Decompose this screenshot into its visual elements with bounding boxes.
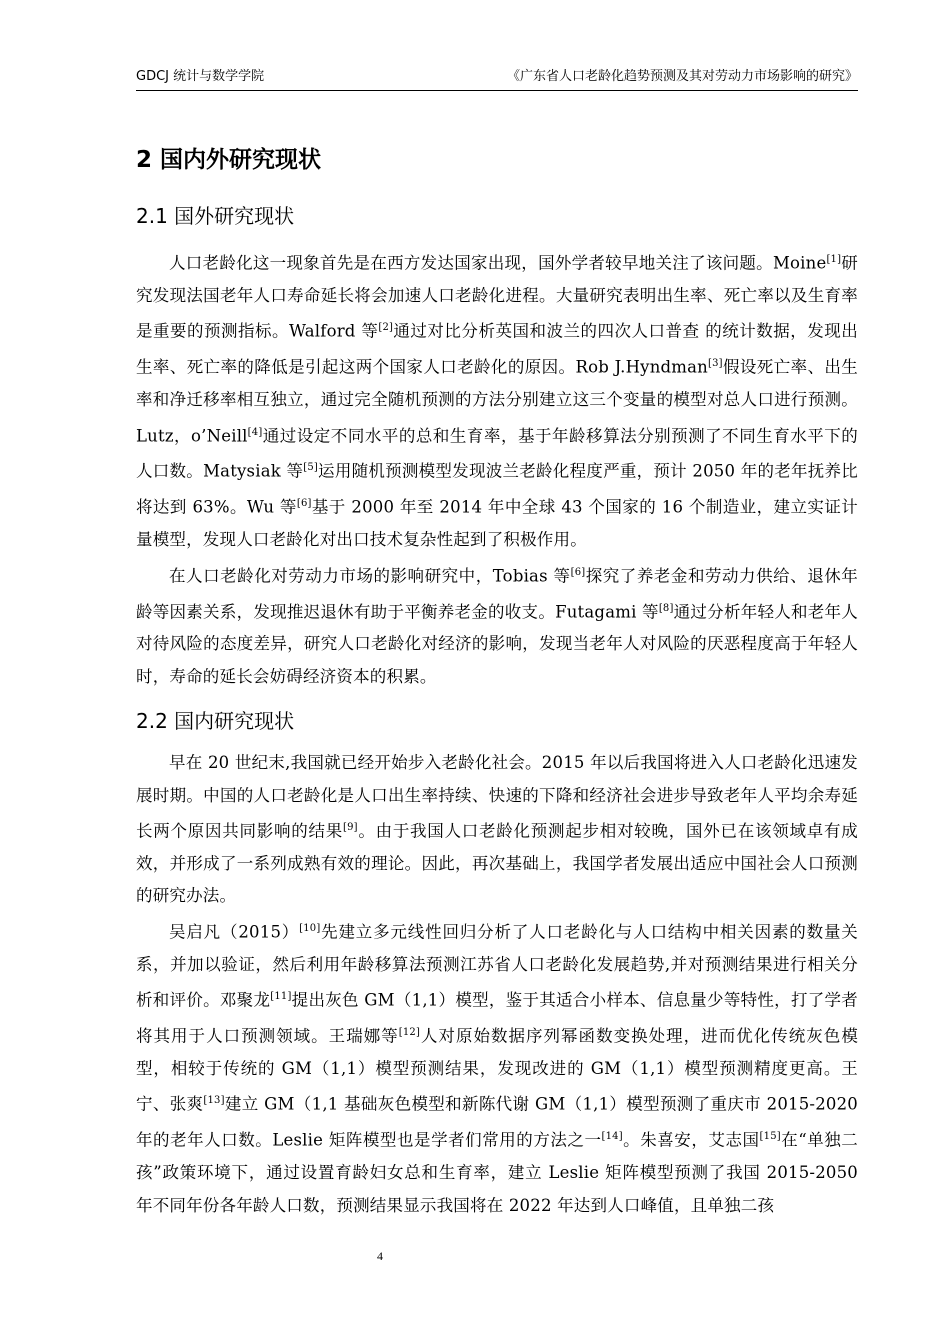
citation-marker: [1] xyxy=(826,254,842,265)
citation-marker: [11] xyxy=(270,991,292,1003)
chapter-title: 2 国内外研究现状 xyxy=(136,147,322,173)
citation-marker: [8] xyxy=(658,602,674,614)
section-title-foreign: 2.1 国外研究现状 xyxy=(136,204,295,228)
citation-marker: [4] xyxy=(247,426,263,438)
header-institution: GDCJ 统计与数学学院 xyxy=(136,69,265,84)
citation-marker: [15] xyxy=(759,1131,781,1143)
running-header xyxy=(136,66,858,91)
page-body xyxy=(136,138,858,1222)
citation-marker: [2] xyxy=(378,322,394,334)
paragraph-domestic-2: 吴启凡（2015）[10]先建立多元线性回归分析了人口老龄化与人口结构中相关因素的数量关系，并加以验证，然后利用年龄移算法预测江苏省人口老龄化发展趋势,并对预测结果进行相关分析和评价。邓聚龙[11]提出灰色 GM（1,1）模型，鉴于其适合小样本、信息量少等特性，打了学者将其用于人口预测领域。王瑞娜等[12]人对原始数据序列幂函数变换处理，进而优化传统灰色模型，相较于传统的 GM（1,1）模型预测结果，发现改进的 GM（1,1）模型预测精度更高。王宁、张爽[13]建立 GM（1,1 基础灰色模型和新陈代谢 GM（1,1）模型预测了重庆市 2015-2020 年的老年人口数。Leslie 矩阵模型也是学者们常用的方法之一[14]。朱喜安，艾志国[15]在“单独二孩”政策环境下，通过设置育龄妇女总和生育率，建立 Leslie 矩阵模型预测了我国 2015-2050 年不同年份各年龄人口数，预测结果显示我国将在 2022 年达到人口峰值，且单独二孩 xyxy=(136,922,859,1215)
page-number: 4 xyxy=(377,1249,383,1263)
header-paper-title: 《广东省人口老龄化趋势预测及其对劳动力市场影响的研究》 xyxy=(506,69,858,84)
citation-marker: [6] xyxy=(296,498,312,510)
paragraph-domestic-1: 早在 20 世纪末,我国就已经开始步入老龄化社会。2015 年以后我国将进入人口老龄化迅速发展时期。中国的人口老龄化是人口出生率持续、快速的下降和经济社会进步导致老年人平均余寿延长两个原因共同影响的结果[9]。由于我国人口老龄化预测起步相对较晚，国外已在该领域卓有成效，并形成了一系列成熟有效的理论。因此，再次基础上，我国学者发展出适应中国社会人口预测的研究办法。 xyxy=(136,753,858,906)
paragraph-foreign-2: 在人口老龄化对劳动力市场的影响研究中，Tobias 等[6]探究了养老金和劳动力供给、退休年龄等因素关系，发现推迟退休有助于平衡养老金的收支。Futagami 等[8]通过分析年轻人和老年人对待风险的态度差异，研究人口老龄化对经济的影响，发现当老年人对风险的厌恶程度高于年轻人时，寿命的延长会妨碍经济资本的积累。 xyxy=(136,566,858,686)
citation-marker: [10] xyxy=(299,922,321,934)
section-title-domestic: 2.2 国内研究现状 xyxy=(136,709,295,734)
citation-marker: [6] xyxy=(570,566,586,578)
citation-marker: [12] xyxy=(398,1027,421,1039)
citation-marker: [13] xyxy=(203,1095,225,1107)
citation-marker: [9] xyxy=(343,822,358,834)
citation-marker: [5] xyxy=(303,462,318,474)
citation-marker: [3] xyxy=(708,358,723,370)
paragraph-foreign-1: 人口老龄化这一现象首先是在西方发达国家出现，国外学者较早地关注了该问题。Moine[1]研究发现法国老年人口寿命延长将会加速人口老龄化进程。大量研究表明出生率、死亡率以及生育率是重要的预测指标。Walford 等[2]通过对比分析英国和波兰的四次人口普查 的统计数据，发现出生率、死亡率的降低是引起这两个国家人口老龄化的原因。Rob J.Hyndman[3]假设死亡率、出生率和净迁移率相互独立，通过完全随机预测的方法分别建立这三个变量的模型对总人口进行预测。Lutz，o’Neill[4]通过设定不同水平的总和生育率，基于年龄移算法分别预测了不同生育水平下的人口数。Matysiak 等[5]运用随机预测模型发现波兰老龄化程度严重，预计 2050 年的老年抚养比将达到 63%。Wu 等[6]基于 2000 年至 2014 年中全球 43 个国家的 16 个制造业，建立实证计量模型，发现人口老龄化对出口技术复杂性起到了积极作用。 xyxy=(136,253,859,550)
citation-marker: [14] xyxy=(601,1131,623,1143)
